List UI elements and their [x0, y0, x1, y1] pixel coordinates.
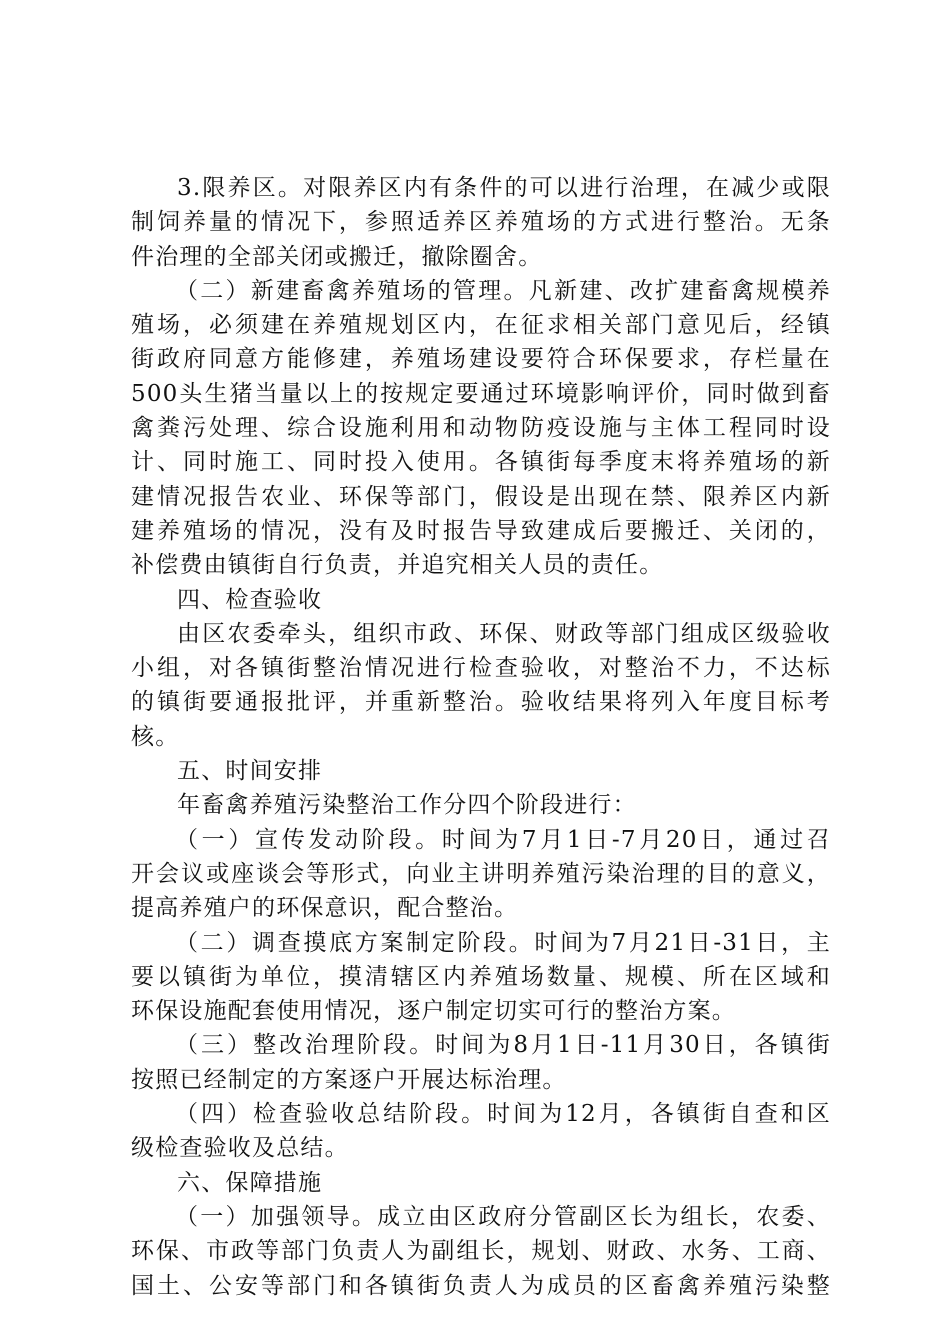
- paragraph-line: 件治理的全部关闭或搬迁，撤除圈舍。: [131, 243, 543, 270]
- paragraph-line: （四）检查验收总结阶段。时间为12月，各镇街自查和区: [175, 1101, 831, 1128]
- section-heading: 五、时间安排: [177, 758, 323, 785]
- paragraph-line: 殖场，必须建在养殖规划区内，在征求相关部门意见后，经镇: [131, 312, 831, 339]
- paragraph-line: 3.限养区。对限养区内有条件的可以进行治理，在减少或限: [177, 175, 831, 201]
- section-heading: 六、保障措施: [177, 1169, 323, 1196]
- paragraph-line: （一）加强领导。成立由区政府分管副区长为组长，农委、: [175, 1203, 831, 1230]
- paragraph-line: 500头生猪当量以上的按规定要通过环境影响评价，同时做到畜: [131, 380, 831, 407]
- paragraph-line: 计、同时施工、同时投入使用。各镇街每季度末将养殖场的新: [131, 449, 831, 476]
- paragraph-line: 国土、公安等部门和各镇街负责人为成员的区畜禽养殖污染整: [131, 1272, 831, 1299]
- document-body: [131, 171, 831, 1303]
- paragraph-line: （二）新建畜禽养殖场的管理。凡新建、改扩建畜禽规模养: [175, 277, 831, 304]
- paragraph-line: 环保设施配套使用情况，逐户制定切实可行的整治方案。: [131, 998, 736, 1025]
- paragraph-line: 的镇街要通报批评，并重新整治。验收结果将列入年度目标考: [131, 689, 831, 716]
- paragraph-line: 开会议或座谈会等形式，向业主讲明养殖污染治理的目的意义，: [131, 860, 831, 887]
- paragraph-line: 补偿费由镇街自行负责，并追究相关人员的责任。: [131, 552, 664, 579]
- paragraph-line: 环保、市政等部门负责人为副组长，规划、财政、水务、工商、: [131, 1238, 831, 1265]
- paragraph-line: 街政府同意方能修建，养殖场建设要符合环保要求，存栏量在: [131, 346, 831, 373]
- paragraph-line: 小组，对各镇街整治情况进行检查验收，对整治不力，不达标: [131, 655, 831, 682]
- paragraph-line: 级检查验收及总结。: [131, 1135, 349, 1162]
- paragraph-line: 核。: [131, 723, 180, 750]
- section-heading: 四、检查验收: [177, 586, 323, 613]
- paragraph-line: 禽粪污处理、综合设施利用和动物防疫设施与主体工程同时设: [131, 415, 831, 442]
- paragraph-line: （一）宣传发动阶段。时间为7月1日-7月20日，通过召: [175, 826, 831, 853]
- paragraph-line: （三）整改治理阶段。时间为8月1日-11月30日，各镇街: [175, 1032, 831, 1059]
- paragraph-line: 由区农委牵头，组织市政、环保、财政等部门组成区级验收: [177, 620, 831, 647]
- paragraph-line: 年畜禽养殖污染整治工作分四个阶段进行：: [177, 792, 637, 819]
- paragraph-line: 建养殖场的情况，没有及时报告导致建成后要搬迁、关闭的，: [131, 517, 831, 544]
- paragraph-line: 建情况报告农业、环保等部门，假设是出现在禁、限养区内新: [131, 483, 831, 510]
- paragraph-line: 按照已经制定的方案逐户开展达标治理。: [131, 1066, 567, 1093]
- paragraph-line: 要以镇街为单位，摸清辖区内养殖场数量、规模、所在区域和: [131, 963, 831, 990]
- paragraph-line: 提高养殖户的环保意识，配合整治。: [131, 895, 519, 922]
- paragraph-line: （二）调查摸底方案制定阶段。时间为7月21日-31日，主: [175, 929, 831, 956]
- paragraph-line: 制饲养量的情况下，参照适养区养殖场的方式进行整治。无条: [131, 209, 831, 236]
